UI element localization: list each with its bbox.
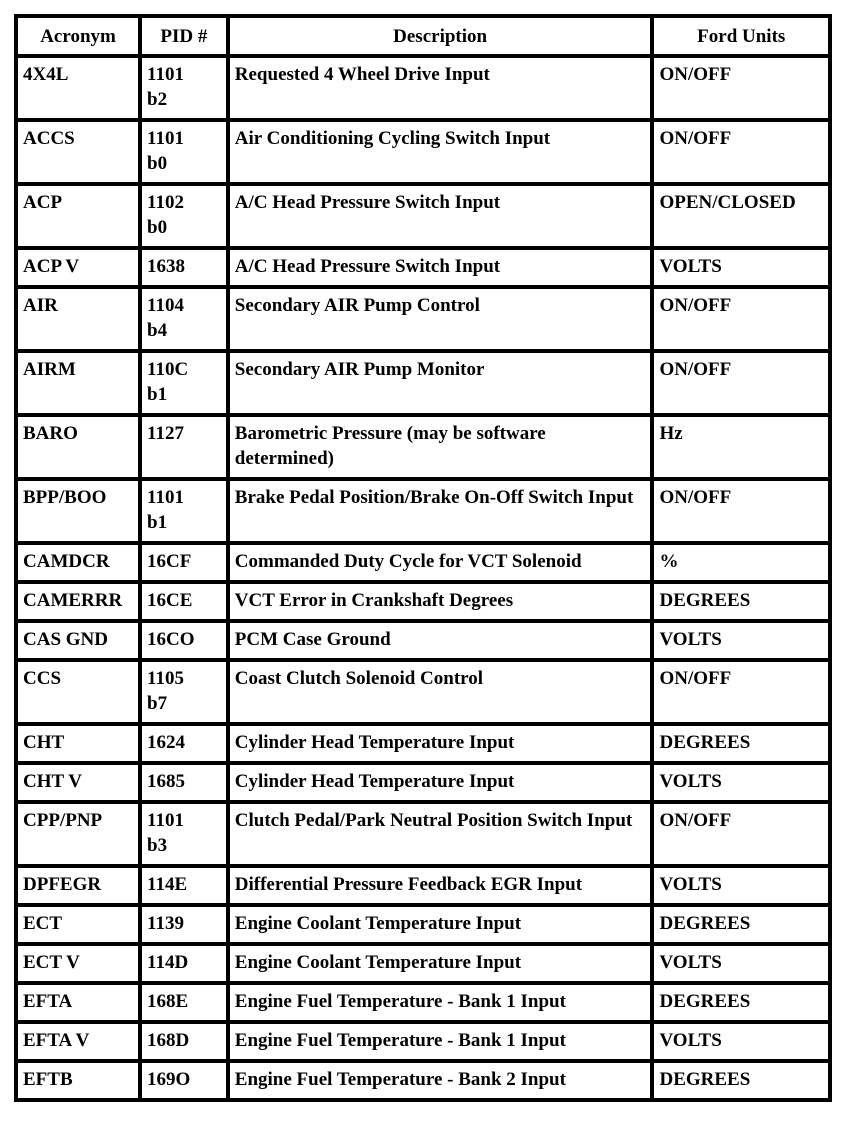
pid-number: 1139 (147, 913, 184, 934)
cell-description: Engine Coolant Temperature Input (230, 946, 651, 981)
cell-pid (142, 1063, 226, 1098)
cell-description: Cylinder Head Temperature Input (230, 765, 651, 800)
cell-description: Brake Pedal Position/Brake On-Off Switch Input (230, 481, 651, 541)
pid-number: 16CO (147, 629, 195, 650)
table-row (18, 946, 828, 981)
cell-pid (142, 662, 226, 722)
cell-pid (142, 907, 226, 942)
pid-bit: b1 (147, 384, 168, 405)
cell-acronym: CHT V (18, 765, 138, 800)
cell-pid (142, 804, 226, 864)
pid-number: 1685 (147, 771, 186, 792)
pid-number: 16CE (147, 590, 193, 611)
cell-units: OPEN/CLOSED (654, 186, 828, 246)
cell-pid (142, 186, 226, 246)
cell-description: Engine Coolant Temperature Input (230, 907, 651, 942)
table-row (18, 1024, 828, 1059)
cell-units: VOLTS (654, 1024, 828, 1059)
pid-bit: b7 (147, 693, 168, 714)
table-header-row (18, 18, 828, 54)
table-row (18, 985, 828, 1020)
pid-number: 1102 (147, 192, 184, 213)
cell-units: DEGREES (654, 726, 828, 761)
cell-description: Air Conditioning Cycling Switch Input (230, 122, 651, 182)
pid-number: 169O (147, 1069, 191, 1090)
cell-description: Cylinder Head Temperature Input (230, 726, 651, 761)
cell-units: VOLTS (654, 765, 828, 800)
cell-units: ON/OFF (654, 481, 828, 541)
pid-number: 1104 (147, 295, 184, 316)
cell-acronym: CAS GND (18, 623, 138, 658)
cell-description: Differential Pressure Feedback EGR Input (230, 868, 651, 903)
table-row (18, 545, 828, 580)
cell-description: Clutch Pedal/Park Neutral Position Switch Input (230, 804, 651, 864)
table-row (18, 417, 828, 477)
pid-number: 110C (147, 359, 189, 380)
cell-acronym: AIR (18, 289, 138, 349)
cell-pid (142, 868, 226, 903)
table-row (18, 662, 828, 722)
table-row (18, 804, 828, 864)
cell-units: Hz (654, 417, 828, 477)
cell-acronym: CHT (18, 726, 138, 761)
cell-description: Requested 4 Wheel Drive Input (230, 58, 651, 118)
pid-number: 168D (147, 1030, 190, 1051)
cell-acronym: ECT V (18, 946, 138, 981)
cell-units: ON/OFF (654, 289, 828, 349)
cell-units: ON/OFF (654, 58, 828, 118)
cell-description: Secondary AIR Pump Control (230, 289, 651, 349)
cell-units: ON/OFF (654, 804, 828, 864)
table-row (18, 765, 828, 800)
cell-acronym: AIRM (18, 353, 138, 413)
table-row (18, 186, 828, 246)
cell-pid (142, 726, 226, 761)
pid-number: 1624 (147, 732, 186, 753)
pid-number: 1105 (147, 668, 184, 689)
cell-acronym: EFTA V (18, 1024, 138, 1059)
pid-bit: b3 (147, 835, 168, 856)
cell-description: A/C Head Pressure Switch Input (230, 186, 651, 246)
header-description: Description (230, 18, 651, 54)
table-row (18, 868, 828, 903)
cell-pid (142, 765, 226, 800)
cell-description: VCT Error in Crankshaft Degrees (230, 584, 651, 619)
cell-acronym: ACP V (18, 250, 138, 285)
cell-description: Engine Fuel Temperature - Bank 1 Input (230, 985, 651, 1020)
cell-description: PCM Case Ground (230, 623, 651, 658)
cell-pid (142, 623, 226, 658)
table-row (18, 58, 828, 118)
table-row (18, 726, 828, 761)
cell-acronym: CAMERRR (18, 584, 138, 619)
cell-acronym: ECT (18, 907, 138, 942)
table-row (18, 122, 828, 182)
cell-acronym: 4X4L (18, 58, 138, 118)
table-row (18, 353, 828, 413)
cell-pid (142, 584, 226, 619)
table-row (18, 289, 828, 349)
cell-units: VOLTS (654, 623, 828, 658)
cell-units: DEGREES (654, 584, 828, 619)
cell-pid (142, 1024, 226, 1059)
cell-description: Barometric Pressure (may be software determined) (230, 417, 651, 477)
pid-number: 1101 (147, 487, 184, 508)
cell-pid (142, 417, 226, 477)
table-row (18, 250, 828, 285)
cell-units: DEGREES (654, 907, 828, 942)
cell-units: VOLTS (654, 250, 828, 285)
cell-acronym: BARO (18, 417, 138, 477)
pid-table (14, 14, 832, 1102)
table-row (18, 584, 828, 619)
table-row (18, 623, 828, 658)
pid-number: 1101 (147, 128, 184, 149)
pid-number: 1101 (147, 64, 184, 85)
cell-acronym: CAMDCR (18, 545, 138, 580)
cell-description: Coast Clutch Solenoid Control (230, 662, 651, 722)
table-row (18, 1063, 828, 1098)
cell-description: Commanded Duty Cycle for VCT Solenoid (230, 545, 651, 580)
cell-pid (142, 946, 226, 981)
header-pid: PID # (142, 18, 226, 54)
pid-bit: b1 (147, 512, 168, 533)
cell-pid (142, 250, 226, 285)
cell-units: DEGREES (654, 1063, 828, 1098)
cell-acronym: DPFEGR (18, 868, 138, 903)
table-body (18, 58, 828, 1098)
pid-bit: b0 (147, 217, 168, 238)
cell-pid (142, 289, 226, 349)
cell-description: Engine Fuel Temperature - Bank 1 Input (230, 1024, 651, 1059)
pid-number: 114D (147, 952, 189, 973)
pid-number: 1101 (147, 810, 184, 831)
pid-number: 114E (147, 874, 188, 895)
cell-pid (142, 58, 226, 118)
cell-acronym: CPP/PNP (18, 804, 138, 864)
pid-bit: b4 (147, 320, 168, 341)
cell-units: VOLTS (654, 946, 828, 981)
cell-units: VOLTS (654, 868, 828, 903)
cell-pid (142, 122, 226, 182)
pid-number: 168E (147, 991, 189, 1012)
pid-bit: b2 (147, 89, 168, 110)
cell-units: DEGREES (654, 985, 828, 1020)
cell-units: ON/OFF (654, 122, 828, 182)
table-row (18, 907, 828, 942)
cell-acronym: EFTA (18, 985, 138, 1020)
table-row (18, 481, 828, 541)
cell-acronym: ACCS (18, 122, 138, 182)
pid-number: 1638 (147, 256, 186, 277)
cell-units: ON/OFF (654, 353, 828, 413)
cell-acronym: BPP/BOO (18, 481, 138, 541)
pid-bit: b0 (147, 153, 168, 174)
header-units: Ford Units (654, 18, 828, 54)
header-acronym: Acronym (18, 18, 138, 54)
cell-acronym: EFTB (18, 1063, 138, 1098)
cell-description: Engine Fuel Temperature - Bank 2 Input (230, 1063, 651, 1098)
cell-pid (142, 545, 226, 580)
cell-pid (142, 353, 226, 413)
cell-description: A/C Head Pressure Switch Input (230, 250, 651, 285)
cell-acronym: CCS (18, 662, 138, 722)
cell-acronym: ACP (18, 186, 138, 246)
pid-table-frame (14, 14, 832, 1102)
cell-pid (142, 481, 226, 541)
cell-units: ON/OFF (654, 662, 828, 722)
cell-pid (142, 985, 226, 1020)
pid-number: 1127 (147, 423, 184, 444)
pid-number: 16CF (147, 551, 192, 572)
cell-units: % (654, 545, 828, 580)
cell-description: Secondary AIR Pump Monitor (230, 353, 651, 413)
